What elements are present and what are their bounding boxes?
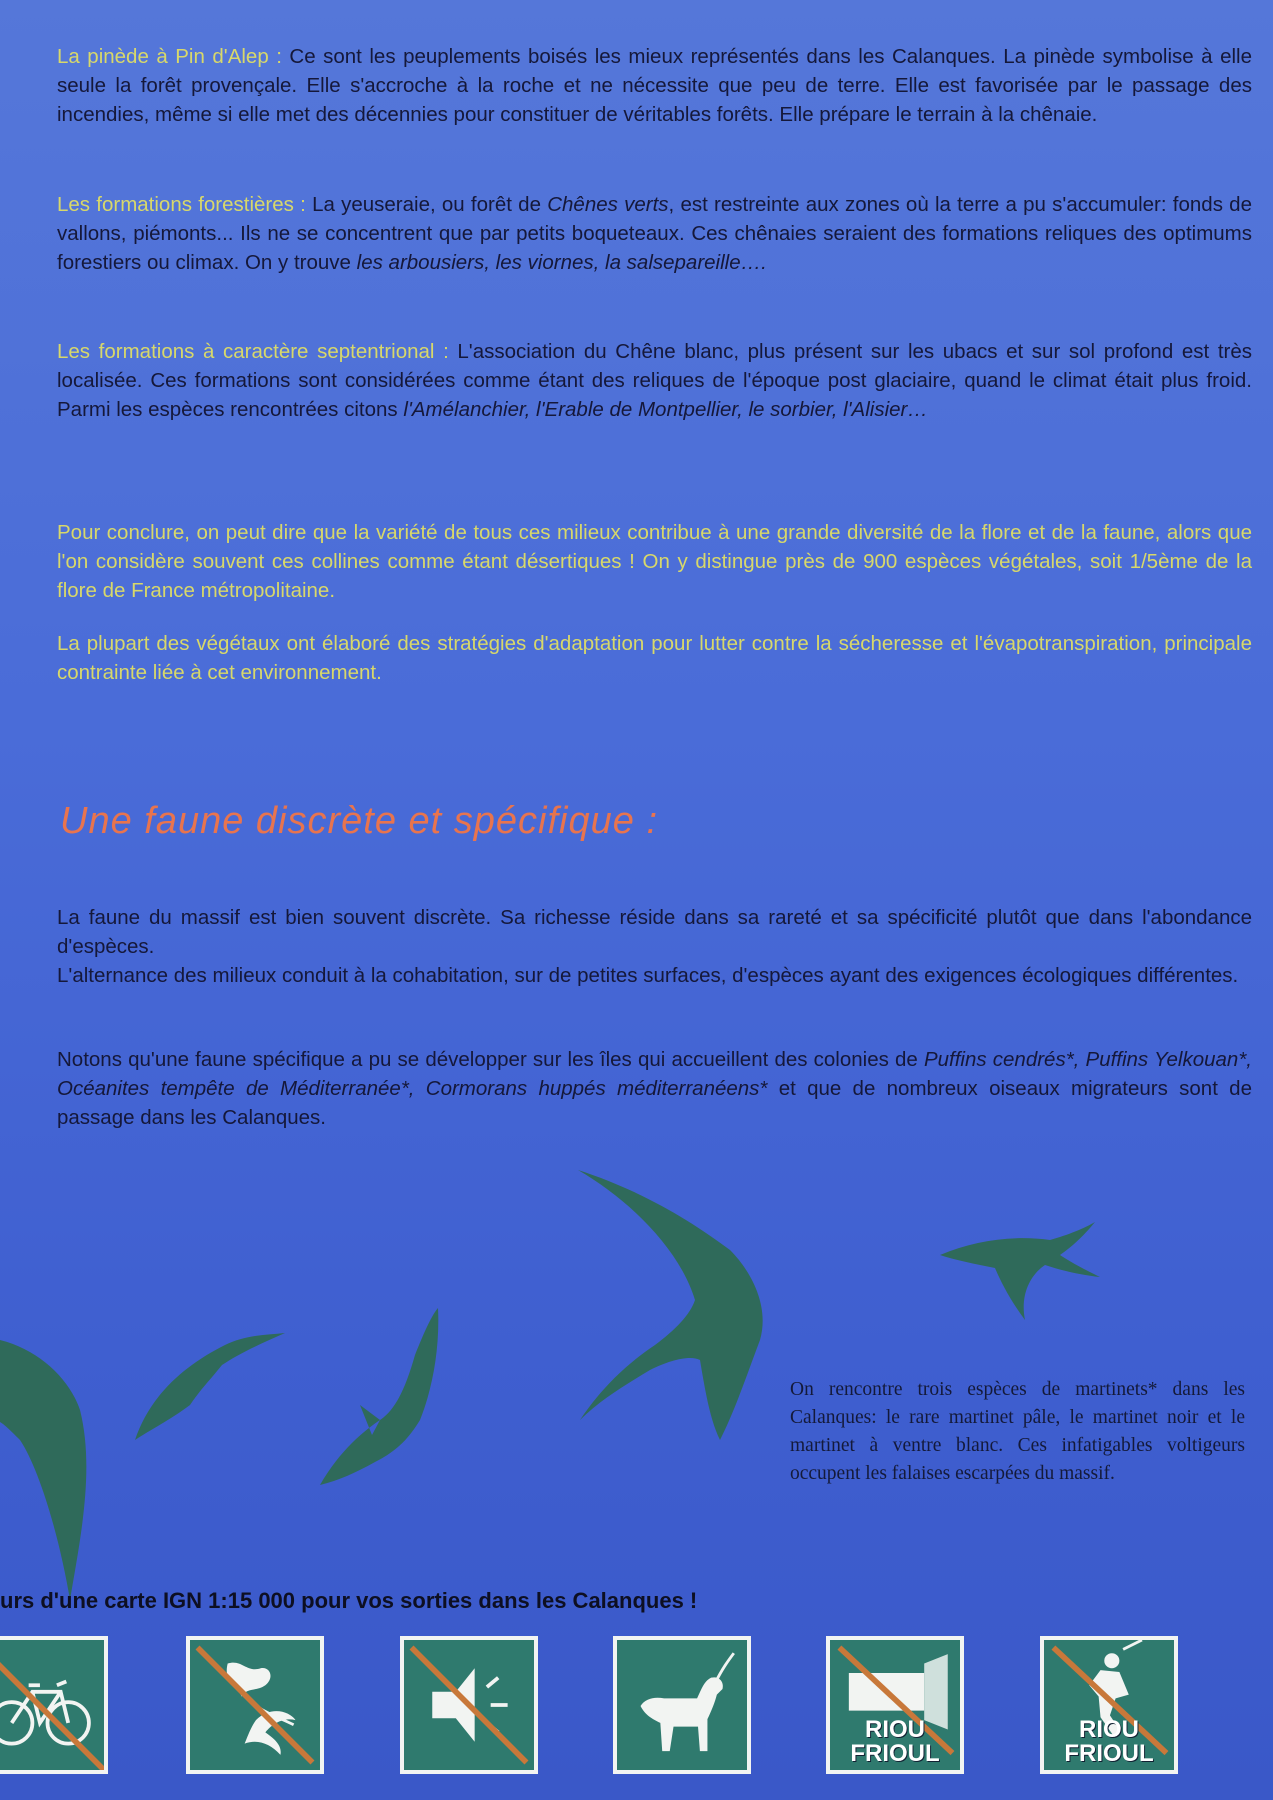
paragraph-pinede <box>57 42 1252 129</box>
paragraph-adaptation: La plupart des végétaux ont élaboré des stratégies d'adaptation pour lutter contre la sécheresse et l'évapotranspiration, principale contrainte liée à cet environnement. <box>57 632 1252 684</box>
text-chene-blanc: L'association du Chêne blanc, plus présent sur les ubacs et sur sol profond est très localisée. Ces formations sont considérées comme étant des reliques de l'époque post glaciaire, quand le climat était plus froid. Parmi les espèces rencontrées citons <box>57 340 1252 421</box>
text-pinede: Ce sont les peuplements boisés les mieux représentés dans les Calanques. La pinède symbolise à elle seule la forêt provençale. Elle s'accroche à la roche et ne nécessite que peu de terre. Elle est favorisée par le passage des incendies, même si elle met des décennies pour constituer de véritables forêts. Elle prépare le terrain à la chênaie. <box>57 45 1252 126</box>
text-alternance-milieux: L'alternance des milieux conduit à la cohabitation, sur de petites surfaces, d'espèces ayant des exigences écologiques différentes. <box>57 964 1239 987</box>
label-riou: RIOU <box>865 1716 925 1743</box>
lead-formations-forestieres: Les formations forestières : <box>57 193 313 216</box>
italic-species-septentrional: l'Amélanchier, l'Erable de Montpellier, le sorbier, l'Alisier… <box>403 398 928 421</box>
label-frioul: FRIOUL <box>850 1740 940 1767</box>
text-faune-specifique: Notons qu'une faune spécifique a pu se développer sur les îles qui accueillent des colonies de <box>57 1048 924 1071</box>
label-frioul: FRIOUL <box>1064 1740 1154 1767</box>
no-camping-icon <box>826 1636 964 1774</box>
no-noise-icon <box>400 1636 538 1774</box>
swift-silhouette-2 <box>135 1333 285 1440</box>
paragraph-septentrional <box>57 337 1252 424</box>
paragraph-formations-forestieres <box>57 190 1252 277</box>
paragraph-faune-2 <box>57 1045 1252 1132</box>
italic-seabirds: Puffins cendrés*, Puffins Yelkouan*, Océanites tempête de Méditerranée*, Cormorans huppés méditerranéens* <box>57 1048 1252 1100</box>
paragraph-faune-1 <box>57 903 1252 990</box>
no-climbing-icon <box>1040 1636 1178 1774</box>
swift-illustration <box>0 1140 1273 1610</box>
text-chenaies: , est restreinte aux zones où la terre a pu s'accumuler: fonds de vallons, piémonts... Ils ne se concentrent que par petits boqueteaux. Ces chênaies seraient des formations reliques des optimums forestiers ou climax. On y trouve <box>57 193 1252 274</box>
italic-species-list: les arbousiers, les viornes, la salsepareille…. <box>356 251 767 274</box>
text-migrateurs: et que de nombreux oiseaux migrateurs sont de passage dans les Calanques. <box>57 1077 1252 1129</box>
paragraph-conclusion: Pour conclure, on peut dire que la variété de tous ces milieux contribue à une grande diversité de la flore et de la faune, alors que l'on considère souvent ces collines comme étant désertiques ! On y distingue près de 900 espèces végétales, soit 1/5ème de la flore de France métropolitaine. <box>57 521 1252 602</box>
dog-on-leash-icon <box>613 1636 751 1774</box>
no-bicycle-icon <box>0 1636 108 1774</box>
italic-chenes-verts: Chênes verts <box>547 193 669 216</box>
swift-silhouette-4 <box>578 1170 763 1440</box>
label-riou: RIOU <box>1079 1716 1139 1743</box>
swift-silhouette-3 <box>320 1308 438 1485</box>
map-banner: urs d'une carte IGN 1:15 000 pour vos sorties dans les Calanques ! <box>0 1588 698 1613</box>
rules-icons-row <box>0 1636 1273 1800</box>
no-picking-flowers-icon <box>186 1636 324 1774</box>
swift-silhouette-5 <box>940 1222 1100 1320</box>
lead-pinede: La pinède à Pin d'Alep : <box>57 45 290 68</box>
section-title-faune: Une faune discrète et spécifique : <box>60 800 659 842</box>
riou-frioul-label-1 <box>830 1718 960 1766</box>
riou-frioul-label-2 <box>1044 1718 1174 1766</box>
swift-silhouette-left <box>0 1340 86 1600</box>
caption-martinets: On rencontre trois espèces de martinets* dans les Calanques: le rare martinet pâle, le martinet noir et le martinet à ventre blanc. Ces infatigables voltigeurs occupent les falaises escarpées du massif. <box>790 1379 1245 1484</box>
text-yeuseraie: La yeuseraie, ou forêt de <box>312 193 548 216</box>
text-faune-discrete: La faune du massif est bien souvent discrète. Sa richesse réside dans sa rareté et sa spécificité plutôt que dans l'abondance d'espèces. <box>57 906 1252 958</box>
lead-septentrional: Les formations à caractère septentrional : <box>57 340 458 363</box>
